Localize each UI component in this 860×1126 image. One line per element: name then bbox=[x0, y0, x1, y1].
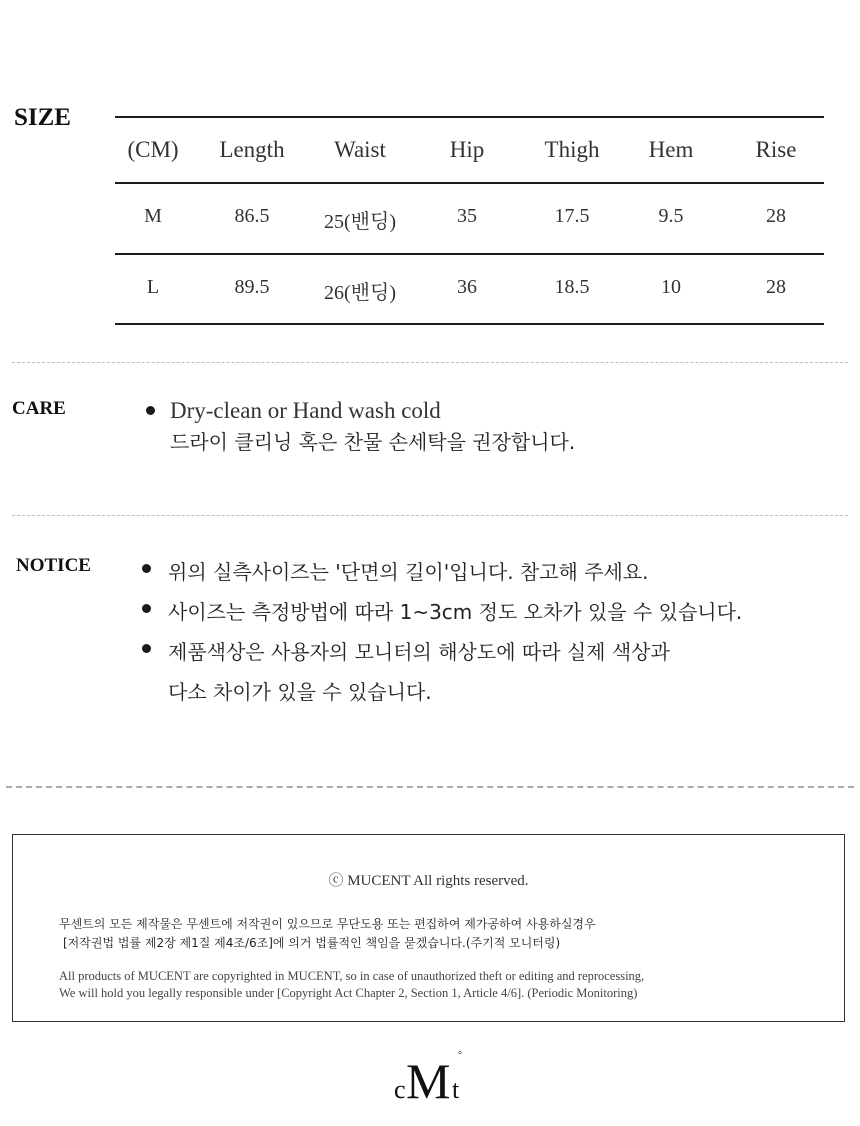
row-l-waist: 26(밴딩) bbox=[324, 282, 396, 304]
header-hip: Hip bbox=[449, 137, 485, 162]
copyright-title: ⓒ MUCENT All rights reserved. bbox=[328, 873, 529, 889]
logo-mark: ° bbox=[458, 1050, 462, 1061]
row-m-hem: 9.5 bbox=[658, 205, 684, 227]
table-header-rule bbox=[115, 182, 824, 184]
mucent-logo bbox=[392, 1046, 472, 1106]
list-item bbox=[142, 556, 842, 596]
row-l-thigh: 18.5 bbox=[554, 276, 590, 298]
header-rise: Rise bbox=[755, 137, 797, 162]
notice-section-label: NOTICE bbox=[16, 555, 91, 576]
copyright-kr-line-1: 무센트의 모든 제작물은 무센트에 저작권이 있으므로 무단도용 또는 편집하여 제가공하여 사용하실경우 bbox=[59, 917, 596, 931]
header-hem: Hem bbox=[648, 137, 694, 162]
header-thigh: Thigh bbox=[544, 137, 600, 162]
row-l-size: L bbox=[146, 276, 160, 298]
logo-t: t bbox=[452, 1075, 460, 1104]
bullet-icon bbox=[146, 406, 155, 415]
notice-item-3: 제품색상은 사용자의 모니터의 해상도에 따라 실제 색상과 bbox=[168, 640, 670, 664]
section-divider bbox=[12, 515, 848, 516]
section-divider bbox=[12, 362, 848, 363]
care-list bbox=[146, 398, 826, 455]
row-l-rise: 28 bbox=[766, 276, 786, 298]
list-item bbox=[142, 636, 842, 676]
copyright-en-line-1: All products of MUCENT are copyrighted in MUCENT, so in case of unauthorized theft or editing and reprocessing, bbox=[59, 969, 645, 983]
row-m-rise: 28 bbox=[766, 205, 786, 227]
logo-m: M bbox=[406, 1053, 451, 1106]
header-length: Length bbox=[219, 137, 285, 162]
copyright-box bbox=[12, 834, 845, 1022]
list-item bbox=[142, 676, 842, 716]
row-l-hem: 10 bbox=[661, 276, 681, 298]
care-section-label: CARE bbox=[12, 398, 66, 419]
row-m-hip: 35 bbox=[457, 205, 477, 227]
notice-item-3-continued: 다소 차이가 있을 수 있습니다. bbox=[168, 680, 432, 704]
notice-item-2: 사이즈는 측정방법에 따라 1~3cm 정도 오차가 있을 수 있습니다. bbox=[168, 600, 743, 624]
notice-list bbox=[142, 556, 842, 716]
care-text-kr: 드라이 클리닝 혹은 찬물 손세탁을 권장합니다. bbox=[170, 430, 576, 454]
care-text-en: Dry-clean or Hand wash cold bbox=[170, 398, 441, 423]
table-row-rule bbox=[115, 253, 824, 255]
size-section-label: SIZE bbox=[14, 104, 71, 131]
row-m-length: 86.5 bbox=[234, 205, 270, 227]
bullet-icon bbox=[142, 644, 151, 653]
section-divider bbox=[6, 786, 854, 788]
row-l-length: 89.5 bbox=[234, 276, 270, 298]
logo-c: c bbox=[394, 1075, 406, 1104]
list-item bbox=[146, 398, 826, 455]
table-bottom-rule bbox=[115, 323, 824, 325]
row-m-size: M bbox=[144, 205, 162, 227]
table-top-rule bbox=[115, 116, 824, 118]
copyright-kr-line-2: [저작권법 법률 제2장 제1질 제4조/6조]에 의거 법률적인 책임을 묻겠습니다.(주기적 모니터링) bbox=[63, 936, 561, 950]
bullet-icon bbox=[142, 564, 151, 573]
header-cm: (CM) bbox=[127, 137, 179, 162]
list-item bbox=[142, 596, 842, 636]
bullet-icon bbox=[142, 604, 151, 613]
row-l-hip: 36 bbox=[457, 276, 477, 298]
header-waist: Waist bbox=[334, 137, 386, 162]
copyright-en-line-2: We will hold you legally responsible under [Copyright Act Chapter 2, Section 1, Article 4/6]. (Periodic Monitoring) bbox=[59, 986, 638, 1000]
row-m-thigh: 17.5 bbox=[554, 205, 590, 227]
notice-item-1: 위의 실측사이즈는 '단면의 길이'입니다. 참고해 주세요. bbox=[168, 560, 649, 584]
row-m-waist: 25(밴딩) bbox=[324, 211, 396, 233]
